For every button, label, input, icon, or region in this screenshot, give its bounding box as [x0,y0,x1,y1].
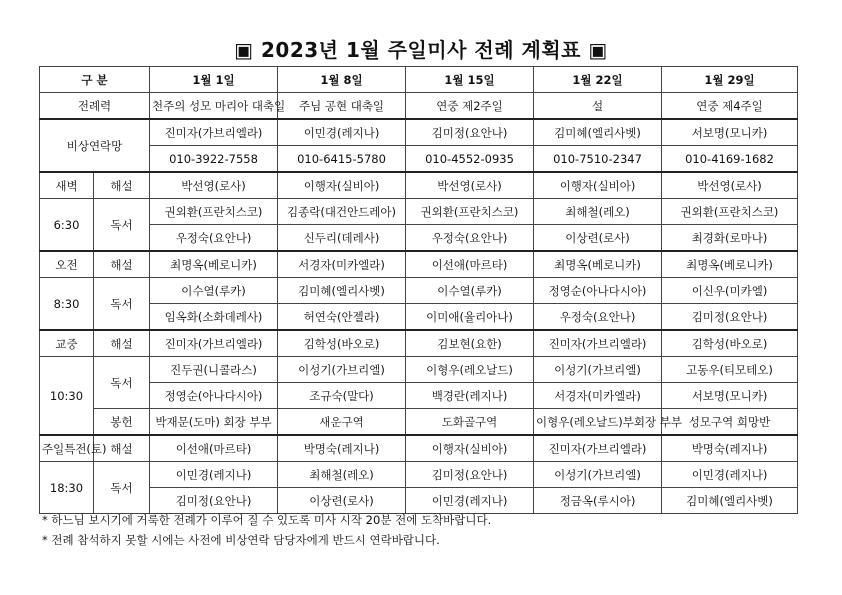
header-row [40,67,798,93]
assignment-cell: 진미자(가브리엘라) [534,330,662,357]
assignment-cell: 이민경(레지나) [662,462,798,488]
dawn-reading2-row [40,225,798,252]
morning-time: 8:30 [40,278,94,331]
emergency-phone: 010-7510-2347 [534,146,662,173]
assignment-cell: 이미애(율리아나) [406,304,534,331]
note-arrival: * 하느님 보시기에 거룩한 전례가 이루어 질 수 있도록 미사 시작 20분 전에 도착바랍니다. [42,513,492,527]
date-header: 1월 8일 [278,67,406,93]
assignment-cell: 이민경(레지나) [150,462,278,488]
role-label: 해설 [94,172,150,199]
assignment-cell: 이형우(레오날드) [406,357,534,383]
assignment-cell: 권외환(프란치스코) [406,199,534,225]
assignment-cell: 김학성(바오로) [662,330,798,357]
emergency-name: 김미정(요안나) [406,119,534,146]
emergency-name: 김미혜(엘리사벳) [534,119,662,146]
liturgy-row [40,93,798,120]
assignment-cell: 진미자(가브리엘라) [534,435,662,462]
assignment-cell: 박선영(로사) [150,172,278,199]
assignment-cell: 이신우(미카엘) [662,278,798,304]
assignment-cell: 정영순(아나다시아) [534,278,662,304]
date-header: 1월 29일 [662,67,798,93]
assignment-cell: 박선영(로사) [406,172,534,199]
assignment-cell: 최해철(레오) [534,199,662,225]
assignment-cell: 박재문(도마) 회장 부부 [150,409,278,436]
midday-commentary-row [40,330,798,357]
assignment-cell: 이선애(마르타) [406,251,534,278]
assignment-cell: 김미정(요안나) [662,304,798,331]
assignment-cell: 최경화(로마나) [662,225,798,252]
assignment-cell: 최해철(레오) [278,462,406,488]
role-label: 독서 [94,199,150,252]
role-label: 독서 [94,462,150,514]
date-header: 1월 22일 [534,67,662,93]
assignment-cell: 이행자(실비아) [534,172,662,199]
assignment-cell: 우정숙(요안나) [150,225,278,252]
assignment-cell: 이행자(실비아) [406,435,534,462]
assignment-cell: 성모구역 희망반 [662,409,798,436]
assignment-cell: 백경란(레지나) [406,383,534,409]
assignment-cell: 최명옥(베로니카) [534,251,662,278]
page-title: ▣ 2023년 1월 주일미사 전례 계획표 ▣ [234,38,608,62]
assignment-cell: 서경자(미카엘라) [278,251,406,278]
assignment-cell: 김미혜(엘리사벳) [662,488,798,514]
emergency-phone: 010-4169-1682 [662,146,798,173]
assignment-cell: 도화골구역 [406,409,534,436]
emergency-name: 서보명(모니카) [662,119,798,146]
role-label: 독서 [94,357,150,409]
emergency-phone: 010-3922-7558 [150,146,278,173]
midday-label: 교중 [40,330,94,357]
morning-commentary-row [40,251,798,278]
assignment-cell: 우정숙(요안나) [406,225,534,252]
assignment-cell: 박선영(로사) [662,172,798,199]
role-label: 해설 [94,330,150,357]
assignment-cell: 임옥화(소화데레사) [150,304,278,331]
assignment-cell: 서보명(모니카) [662,383,798,409]
role-label: 독서 [94,278,150,331]
assignment-cell: 박명숙(레지나) [278,435,406,462]
role-label: 봉헌 [94,409,150,436]
emergency-name-row [40,119,798,146]
assignment-cell: 조규숙(말다) [278,383,406,409]
assignment-cell: 정영순(아나다시아) [150,383,278,409]
assignment-cell: 우정숙(요안나) [534,304,662,331]
assignment-cell: 진미자(가브리엘라) [150,330,278,357]
emergency-phone-row [40,146,798,173]
assignment-cell: 김미정(요안나) [406,462,534,488]
midday-time: 10:30 [40,357,94,436]
role-label: 해설 [94,435,150,462]
assignment-cell: 고동우(티모테오) [662,357,798,383]
schedule-table [39,66,798,514]
evening-time: 18:30 [40,462,94,514]
assignment-cell: 김종락(대건안드레아) [278,199,406,225]
section-header: 구 분 [40,67,150,93]
assignment-cell: 이선애(마르타) [150,435,278,462]
assignment-cell: 최명옥(베로니카) [150,251,278,278]
morning-reading2-row [40,304,798,331]
assignment-cell: 이상련(로사) [534,225,662,252]
midday-reading2-row [40,383,798,409]
evening-label: 주일특전(토) [40,435,94,462]
assignment-cell: 이민경(레지나) [406,488,534,514]
assignment-cell: 이수열(루카) [150,278,278,304]
assignment-cell: 이성기(가브리엘) [534,357,662,383]
liturgy-label: 전례력 [40,93,150,120]
emergency-name: 이민경(레지나) [278,119,406,146]
assignment-cell: 신두리(데레사) [278,225,406,252]
dawn-time: 6:30 [40,199,94,252]
evening-reading2-row [40,488,798,514]
morning-reading1-row [40,278,798,304]
dawn-commentary-row [40,172,798,199]
assignment-cell: 새운구역 [278,409,406,436]
morning-label: 오전 [40,251,94,278]
assignment-cell: 이수열(루카) [406,278,534,304]
role-label: 해설 [94,251,150,278]
liturgy-cell: 천주의 성모 마리아 대축일 [150,93,278,120]
assignment-cell: 이성기(가브리엘) [534,462,662,488]
assignment-cell: 김학성(바오로) [278,330,406,357]
emergency-label: 비상연락망 [40,119,150,172]
liturgy-cell: 연중 제2주일 [406,93,534,120]
assignment-cell: 진두권(니콜라스) [150,357,278,383]
assignment-cell: 이성기(가브리엘) [278,357,406,383]
assignment-cell: 서경자(미카엘라) [534,383,662,409]
assignment-cell: 김보현(요한) [406,330,534,357]
evening-reading1-row [40,462,798,488]
liturgy-cell: 연중 제4주일 [662,93,798,120]
assignment-cell: 허연숙(안젤라) [278,304,406,331]
date-header: 1월 15일 [406,67,534,93]
assignment-cell: 이행자(실비아) [278,172,406,199]
assignment-cell: 권외환(프란치스코) [150,199,278,225]
emergency-name: 진미자(가브리엘라) [150,119,278,146]
emergency-phone: 010-6415-5780 [278,146,406,173]
evening-commentary-row [40,435,798,462]
assignment-cell: 박명숙(레지나) [662,435,798,462]
dawn-label: 새벽 [40,172,94,199]
dawn-reading1-row [40,199,798,225]
midday-reading1-row [40,357,798,383]
assignment-cell: 김미정(요안나) [150,488,278,514]
assignment-cell: 이상련(로사) [278,488,406,514]
liturgy-cell: 설 [534,93,662,120]
assignment-cell: 권외환(프란치스코) [662,199,798,225]
date-header: 1월 1일 [150,67,278,93]
note-absence: * 전례 참석하지 못할 시에는 사전에 비상연락 담당자에게 반드시 연락바랍니다. [42,533,440,547]
assignment-cell: 김미혜(엘리사벳) [278,278,406,304]
liturgy-cell: 주님 공현 대축일 [278,93,406,120]
assignment-cell: 최명옥(베로니카) [662,251,798,278]
assignment-cell: 정금옥(루시아) [534,488,662,514]
assignment-cell: 이형우(레오날드)부회장 부부 [534,409,662,436]
midday-offering-row [40,409,798,436]
emergency-phone: 010-4552-0935 [406,146,534,173]
